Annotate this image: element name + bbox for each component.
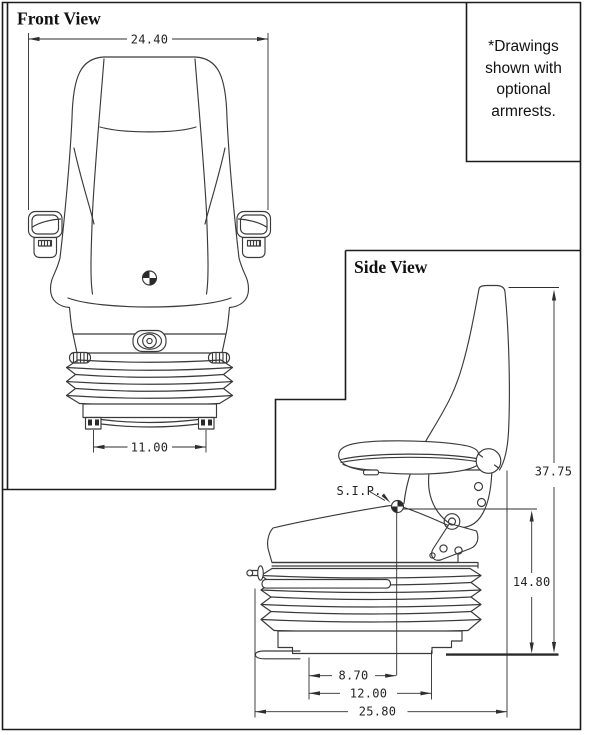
sip-label: S.I.P. <box>336 484 382 498</box>
armrest-pivot-knob <box>476 449 501 474</box>
adjustment-lever <box>247 566 263 580</box>
dim-overall-depth-value: 25.80 <box>358 704 397 719</box>
side-seat-pan <box>272 563 478 569</box>
sip-callout <box>337 484 391 503</box>
front-seat-drawing <box>29 57 271 429</box>
side-base <box>255 631 462 659</box>
front-base <box>83 404 217 429</box>
side-view-title: Side View <box>354 257 428 277</box>
sip-symbol-front <box>143 271 157 285</box>
side-cushion <box>268 506 458 563</box>
front-view-title: Front View <box>17 8 101 29</box>
slide-rail-handle <box>262 580 391 589</box>
dim-overall-height-value: 37.75 <box>534 464 573 479</box>
front-bellows <box>67 360 233 406</box>
front-armrest-right <box>237 212 271 258</box>
armrest-note: *Drawings shown with optional armrests. <box>485 38 562 120</box>
front-suspension-tray <box>70 331 230 364</box>
side-bellows <box>261 569 481 633</box>
dim-overall-height <box>509 288 573 654</box>
front-seat-outline <box>51 57 249 334</box>
sip-symbol-side <box>392 501 404 513</box>
dim-front-to-sip-value: 8.70 <box>338 668 369 683</box>
dim-rail-length-value: 12.00 <box>349 686 388 701</box>
dim-overall-width-value: 24.40 <box>130 32 169 47</box>
front-armrest-left <box>29 212 63 258</box>
dim-rail-width-value: 11.00 <box>130 440 169 455</box>
side-seat-drawing <box>247 286 559 659</box>
dim-sip-height-value: 14.80 <box>512 575 551 589</box>
side-recline-bracket <box>429 470 492 560</box>
dim-rail-width <box>94 430 207 455</box>
